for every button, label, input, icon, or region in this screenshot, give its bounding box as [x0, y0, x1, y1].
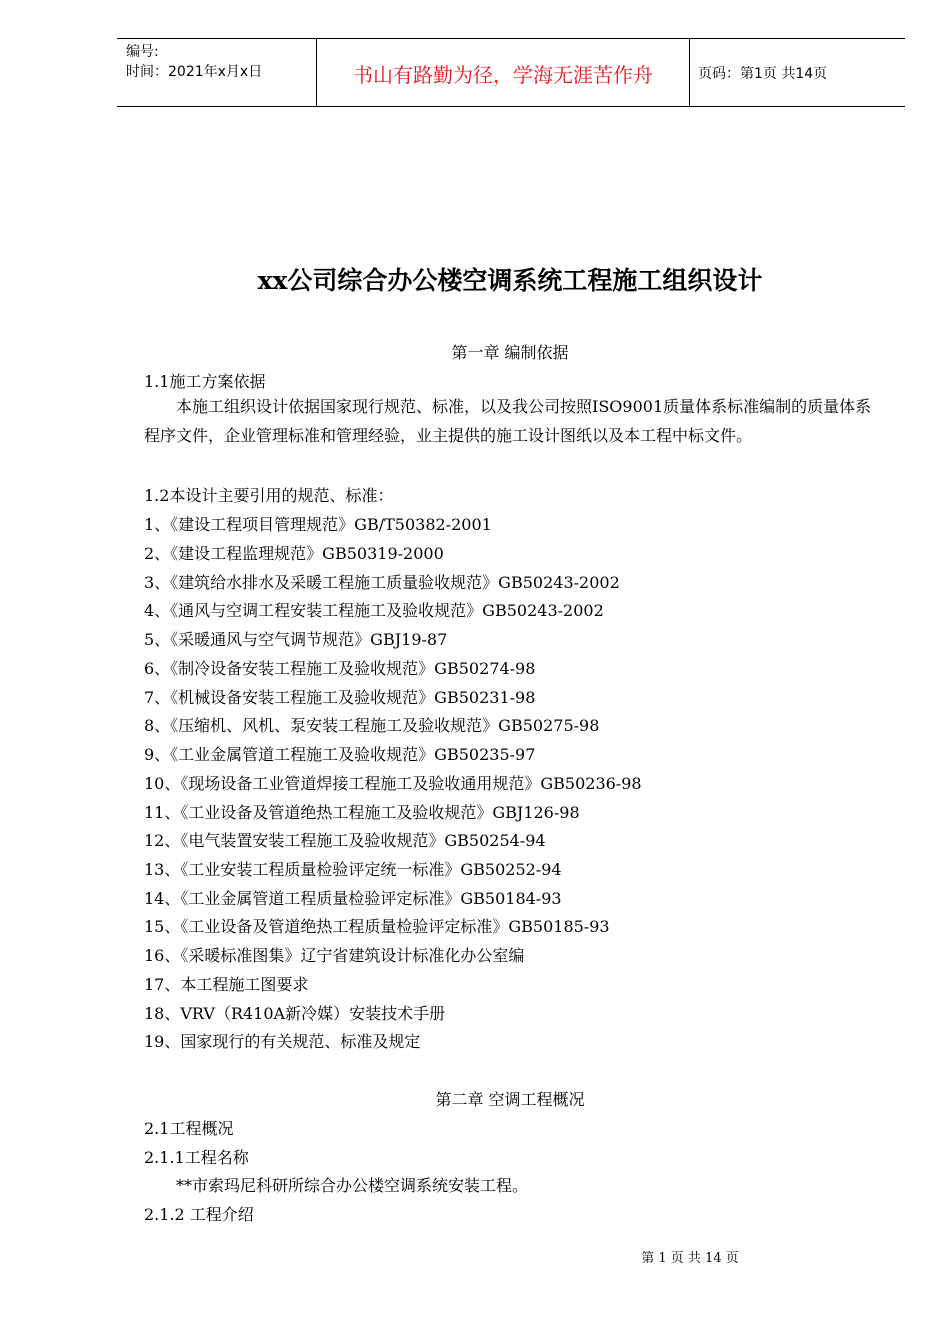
list-item: 14、《工业金属管道工程质量检验评定标准》GB50184-93	[144, 889, 562, 908]
list-item: 3、《建筑给水排水及采暖工程施工质量验收规范》GB50243-2002	[144, 573, 620, 592]
list-item: 11、《工业设备及管道绝热工程施工及验收规范》GBJ126-98	[144, 803, 580, 822]
header-meta	[126, 42, 262, 82]
header-time: 时间：2021年x月x日	[126, 64, 263, 80]
section-2-1-1: 2.1.1工程名称	[144, 1148, 249, 1167]
list-item: 4、《通风与空调工程安装工程施工及验收规范》GB50243-2002	[144, 601, 604, 620]
header-motto: 书山有路勤为径，学海无涯苦作舟	[353, 63, 653, 87]
section-1-1-text: 本施工组织设计依据国家现行规范、标准，以及我公司按照ISO9001质量体系标准编制的质量体系程序文件，企业管理标准和管理经验，业主提供的施工设计图纸以及本工程中标文件。	[144, 397, 872, 445]
list-item: 7、《机械设备安装工程施工及验收规范》GB50231-98	[144, 688, 536, 707]
section-2-1-2: 2.1.2 工程介绍	[144, 1205, 254, 1224]
list-item: 17、本工程施工图要求	[144, 975, 309, 994]
header-page-info: 页码：第1页 共14页	[698, 66, 828, 82]
section-2-1: 2.1工程概况	[144, 1119, 234, 1138]
header-divider-2	[689, 39, 690, 106]
chapter1-heading: 第一章 编制依据	[451, 343, 569, 362]
section-1-2: 1.2本设计主要引用的规范、标准：	[144, 486, 394, 505]
list-item: 19、国家现行的有关规范、标准及规定	[144, 1032, 421, 1051]
page-footer: 第 1 页 共 14 页	[641, 1251, 739, 1266]
list-item: 1、《建设工程项目管理规范》GB/T50382-2001	[144, 515, 492, 534]
header-number: 编号:	[126, 44, 159, 60]
chapter2-heading: 第二章 空调工程概况	[435, 1090, 585, 1109]
list-item: 18、VRV（R410A新冷媒）安装技术手册	[144, 1004, 446, 1023]
header-top-rule	[117, 38, 905, 39]
section-2-1-1-body: **市索玛尼科研所综合办公楼空调系统安装工程。	[176, 1176, 529, 1195]
list-item: 15、《工业设备及管道绝热工程质量检验评定标准》GB50185-93	[144, 917, 610, 936]
list-item: 2、《建设工程监理规范》GB50319-2000	[144, 544, 444, 563]
document-title: xx公司综合办公楼空调系统工程施工组织设计	[257, 266, 763, 295]
section-1-1-body	[144, 392, 874, 450]
list-item: 16、《采暖标准图集》辽宁省建筑设计标准化办公室编	[144, 946, 525, 965]
list-item: 5、《采暖通风与空气调节规范》GBJ19-87	[144, 630, 448, 649]
section-1-1: 1.1施工方案依据	[144, 372, 266, 391]
list-item: 10、《现场设备工业管道焊接工程施工及验收通用规范》GB50236-98	[144, 774, 642, 793]
header-bottom-rule	[117, 106, 905, 107]
list-item: 9、《工业金属管道工程施工及验收规范》GB50235-97	[144, 745, 536, 764]
list-item: 8、《压缩机、风机、泵安装工程施工及验收规范》GB50275-98	[144, 716, 600, 735]
list-item: 6、《制冷设备安装工程施工及验收规范》GB50274-98	[144, 659, 536, 678]
list-item: 13、《工业安装工程质量检验评定统一标准》GB50252-94	[144, 860, 562, 879]
list-item: 12、《电气装置安装工程施工及验收规范》GB50254-94	[144, 831, 546, 850]
